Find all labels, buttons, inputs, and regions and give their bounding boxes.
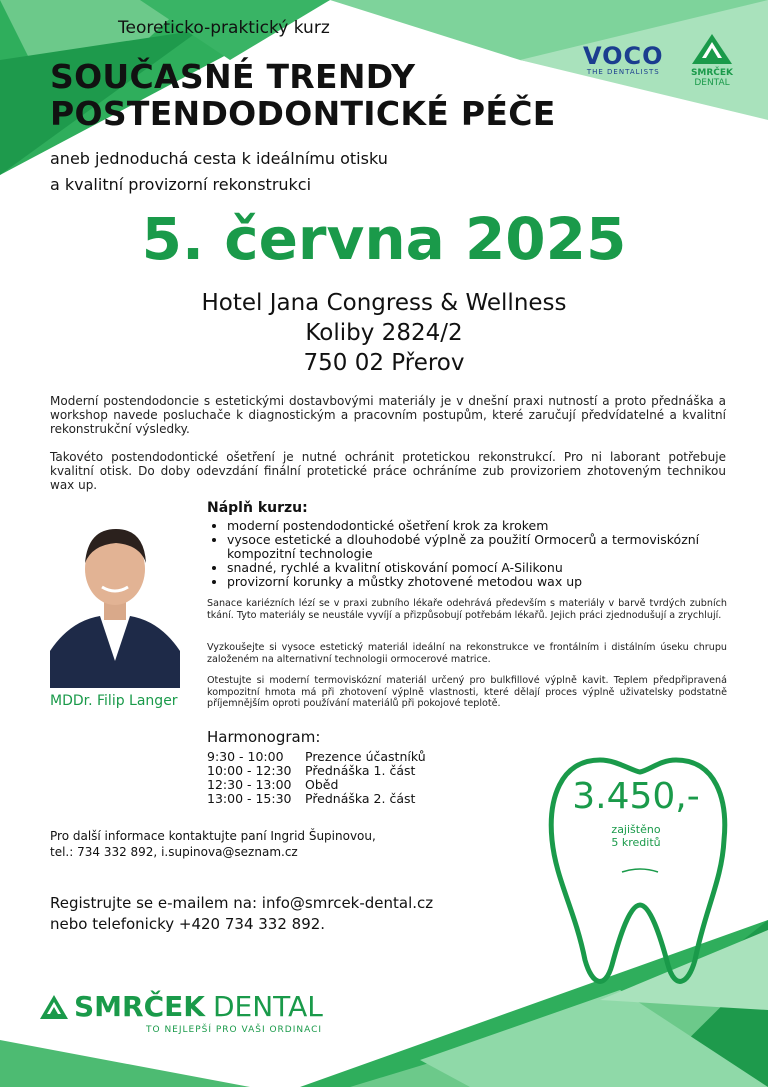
- course-type-label: Teoreticko-praktický kurz: [118, 18, 330, 38]
- schedule-table: [207, 750, 426, 806]
- credits-line-1: zajištěno: [611, 823, 661, 836]
- schedule-time: 13:00 - 15:30: [207, 791, 292, 806]
- footer-tagline: TO NEJLEPŠÍ PRO VAŠI ORDINACI: [146, 1025, 323, 1035]
- schedule-row: [207, 792, 426, 806]
- schedule-row: [207, 778, 426, 792]
- intro-paragraph-2: Takovéto postendodontické ošetření je nutné ochránit protetickou rekonstrukcí. Pro ni laborant potřebuje kvalitní otisk. Do doby odevzdání finální protetické práce ochráníme zub provizoriem zhotoveným technikou wax up.: [50, 450, 726, 492]
- registration-info: [50, 893, 433, 935]
- intro-paragraph-1: Moderní postendodoncie s estetickými dostavbovými materiály je v dnešní praxi nutností a proto přednáška a workshop navede posluchače k diagnostickým a pracovním postupům, které zaručují předvídatelné a kvalitní rekonstrukční výsledky.: [50, 394, 726, 436]
- contact-line-2: tel.: 734 332 892, i.supinova@seznam.cz: [50, 845, 298, 859]
- register-line-1: Registrujte se e-mailem na: info@smrcek-dental.cz: [50, 894, 434, 912]
- detail-paragraph-2: Vyzkoušejte si vysoce estetický materiál ideální na rekonstrukce ve frontálním i distálním úseku chrupu založeném na alternativní technologii ormocerové matrice.: [207, 642, 727, 665]
- contact-line-1: Pro další informace kontaktujte paní Ingrid Šupinovou,: [50, 829, 376, 843]
- subtitle-line-1: aneb jednoduchá cesta k ideálnímu otisku: [50, 149, 388, 168]
- list-item: • provizorní korunky a můstky zhotovené metodou wax up: [227, 575, 747, 589]
- smrcek-dental-logo-top: [686, 34, 738, 88]
- detail-paragraph-1: Sanace kariézních lézí se v praxi zubního lékaře odehrává především s materiály v barvě tvrdých zubních tkání. Tyto materiály se neustále vyvíjí a přizpůsobují potřebám lékařů. Jejich práci zjednodušují a zrychlují.: [207, 598, 727, 621]
- schedule-item: Přednáška 2. část: [305, 791, 416, 806]
- venue-city: 750 02 Přerov: [303, 350, 465, 376]
- title-line-2: POSTENDODONTICKÉ PÉČE: [50, 94, 556, 133]
- schedule-time: 12:30 - 13:00: [207, 777, 292, 792]
- subtitle: [50, 146, 388, 198]
- event-venue: [0, 288, 768, 378]
- course-price: 3.450,-: [572, 776, 700, 817]
- smrcek-top-name: SMRČEK: [690, 68, 734, 78]
- credits-line-2: 5 kreditů: [611, 836, 661, 849]
- schedule-time: 10:00 - 12:30: [207, 763, 292, 778]
- voco-logo: [583, 44, 664, 76]
- tree-icon: [692, 34, 732, 64]
- page-title: [50, 58, 556, 132]
- lecturer-name: MDDr. Filip Langer: [50, 693, 178, 709]
- course-content-list: [207, 519, 747, 589]
- footer-brand: [40, 990, 323, 1023]
- list-item: • vysoce estetické a dlouhodobé výplně za použití Ormocerů a termoviskózní kompozitní technologie: [227, 533, 747, 561]
- title-line-1: SOUČASNÉ TRENDY: [50, 57, 416, 96]
- schedule-item: Přednáška 1. část: [305, 763, 416, 778]
- venue-street: Koliby 2824/2: [305, 320, 463, 346]
- footer-brand-light: DENTAL: [212, 990, 323, 1023]
- list-item: • snadné, rychlé a kvalitní otiskování pomocí A-Silikonu: [227, 561, 747, 575]
- schedule-item: Oběd: [305, 777, 339, 792]
- venue-name: Hotel Jana Congress & Wellness: [201, 290, 567, 316]
- voco-wordmark: VOCO: [583, 42, 664, 70]
- smrcek-top-dental: DENTAL: [694, 78, 730, 88]
- schedule-row: [207, 750, 426, 764]
- footer-brand-bold: SMRČEK: [74, 990, 205, 1023]
- lecturer-photo: [50, 511, 180, 688]
- register-line-2: nebo telefonicky +420 734 332 892.: [50, 915, 326, 933]
- credits-note: [555, 823, 717, 849]
- contact-info: [50, 828, 376, 860]
- list-item: • moderní postendodontické ošetření krok za krokem: [227, 519, 747, 533]
- schedule-item: Prezence účastníků: [305, 749, 426, 764]
- smrcek-dental-logo-footer: [40, 990, 323, 1035]
- schedule-heading: Harmonogram:: [207, 728, 321, 746]
- tree-icon: [40, 995, 68, 1019]
- course-content-heading: Náplň kurzu:: [207, 500, 308, 516]
- subtitle-line-2: a kvalitní provizorní rekonstrukci: [50, 175, 312, 194]
- schedule-time: 9:30 - 10:00: [207, 749, 284, 764]
- voco-tagline: THE DENTALISTS: [586, 68, 660, 76]
- schedule-row: [207, 764, 426, 778]
- detail-paragraph-3: Otestujte si moderní termoviskózní materiál určený pro bulkfillové výplně kavit. Teplem předpřipravená kompozitní hmota má při zhotovení výplně vlastnosti, které dělají proces výplně uživatelsky podstatně příjemnějším oproti používání materiálů při pokojové teplotě.: [207, 675, 727, 709]
- event-date: 5. června 2025: [141, 205, 627, 273]
